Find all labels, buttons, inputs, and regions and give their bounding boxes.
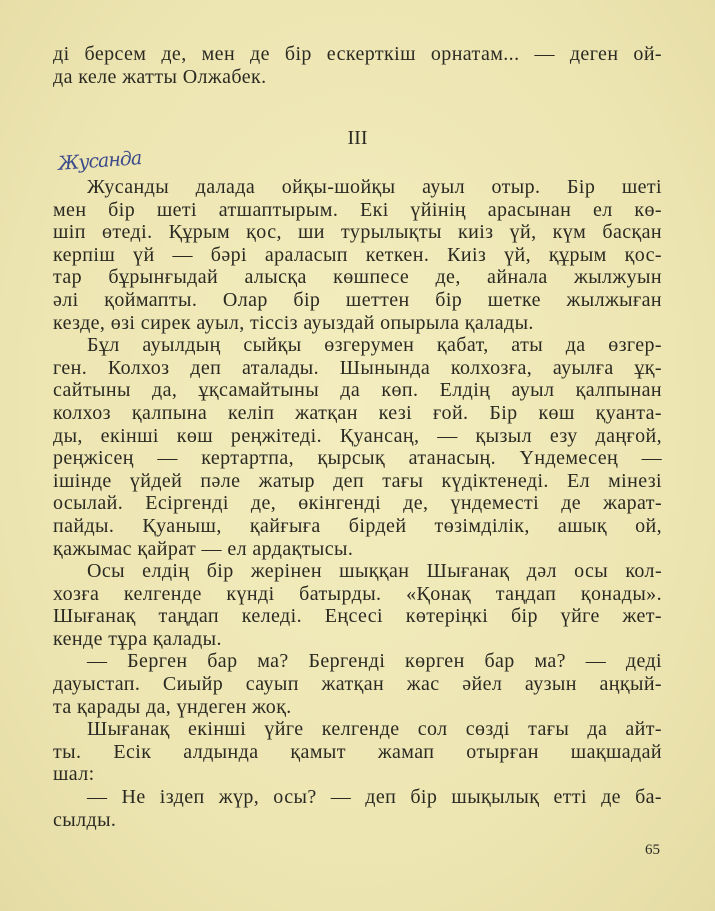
text-line: кезде, өзі сирек ауыл, тіссіз ауыздай опырыла қалады. [53,311,534,334]
text-line: әлі қоймапты. Олар бір шеттен бір шетке жылжыған [53,288,662,311]
page-number: 65 [645,842,660,858]
text-line: сайтыны да, ұқсамайтыны да көп. Елдің ауыл қалпынан [53,379,662,402]
text-line: та қарады да, үндеген жоқ. [53,695,292,718]
top-paragraph [53,43,662,88]
text-line: осылай. Есіргенді де, өкінгенді де, үндеместі де жарат- [53,492,662,515]
text-line: шал: [53,763,95,786]
text-line: Осы елдің бір жерінен шыққан Шығанақ дәл осы кол- [87,560,662,583]
text-line: Шығанақ екінші үйге келгенде сол сөзді тағы да айт- [87,718,662,741]
text-line: — Берген бар ма? Бергенді көрген бар ма? — деді [87,650,662,673]
text-line: пайды. Қуаныш, қайғыға бірдей төзімділік, ашық ой, [53,514,662,537]
text-line: — Не іздеп жүр, осы? — деп бір шықылық етті де ба- [87,786,662,809]
text-line: ді берсем де, мен де бір ескерткіш орнатам... — деген ой- [53,43,662,65]
text-line: ген. Колхоз деп аталады. Шынында колхозға, ауылға ұқ- [53,356,662,379]
handwritten-note: Жусанда [57,147,142,175]
chapter-number: III [347,127,368,149]
text-line: реңжісең — кертартпа, қырсық атанасың. Үндемесең — [53,447,662,470]
text-line: ды, екінші көш реңжітеді. Қуансаң, — қызыл езу даңғой, [53,424,662,447]
text-line: шіп өтеді. Құрым қос, ши турылықты киіз үй, күм басқан [53,221,662,244]
text-line: сылды. [53,808,117,831]
text-line: Шығанақ таңдап келеді. Еңсесі көтеріңкі бір үйге жет- [53,605,662,628]
body-text [53,176,662,831]
text-line: колхоз қалпына келіп жатқан кезі ғой. Бір көш қуанта- [53,401,662,424]
text-line: Жусанды далада ойқы-шойқы ауыл отыр. Бір шеті [87,176,662,198]
text-line: қажымас қайрат — ел ардақтысы. [53,537,354,560]
text-line: тар бұрынғыдай алысқа көшпесе де, айнала жылжуын [53,266,662,289]
text-line: Бұл ауылдың сыйқы өзгерумен қабат, аты да өзгер- [87,334,662,357]
text-line: керпіш үй — бәрі араласып кеткен. Киіз үй, құрым қос- [53,243,662,266]
text-line: ішінде үйдей пәле жатыр деп тағы күдіктенеді. Ел мінезі [53,469,662,492]
text-line: хозға келгенде күнді батырды. «Қонақ таңдап қонады». [53,582,662,605]
text-line: да келе жатты Олжабек. [53,65,267,88]
text-line: кенде тұра қалады. [53,627,222,650]
text-line: ты. Есік алдында қамыт жамап отырған шақшадай [53,740,662,763]
text-line: дауыстап. Сиыйр сауып жатқан жас әйел аузын аңқый- [53,673,662,696]
text-line: мен бір шеті атшаптырым. Екі үйінің арасынан ел кө- [53,198,662,221]
